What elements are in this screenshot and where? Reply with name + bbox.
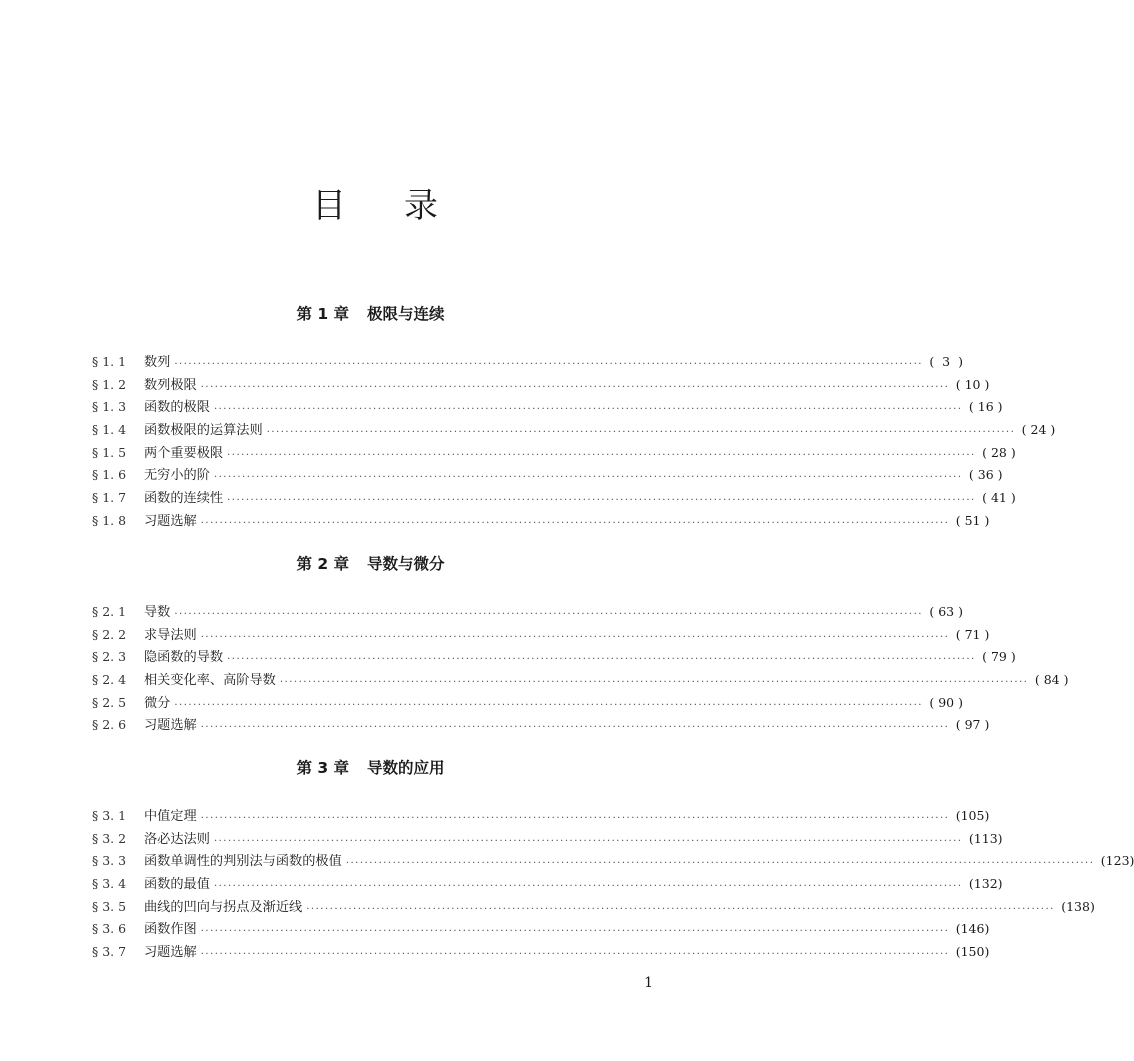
toc-entry[interactable]: [92, 692, 963, 715]
toc-entry[interactable]: [92, 396, 1003, 419]
page-number: (150): [955, 944, 990, 960]
page-number: ( 28 ): [982, 444, 1016, 460]
section-title: 习题选解: [144, 513, 197, 529]
leader-dots: ................................................................................................................................................................: [213, 832, 963, 844]
toc-entry[interactable]: [92, 714, 990, 737]
toc-entry[interactable]: [92, 374, 990, 397]
section-title: 微分: [144, 695, 171, 711]
section-title: 函数单调性的判别法与函数的极值: [144, 854, 342, 870]
leader-dots: ................................................................................................................................................................: [174, 696, 923, 708]
section-title: 导数: [144, 605, 171, 620]
chapter-2: [92, 553, 1069, 737]
section-title: 习题选解: [144, 945, 197, 961]
leader-dots: ................................................................................................................................................................: [200, 923, 950, 935]
section-title: 函数极限的运算法则: [144, 423, 263, 439]
page-title: [0, 178, 750, 227]
section-number: § 2. 2: [92, 626, 127, 642]
section-title: 数列极限: [144, 377, 197, 393]
toc-entry[interactable]: [92, 805, 990, 828]
leader-dots: ................................................................................................................................................................: [200, 628, 950, 640]
page-number: ( 41 ): [982, 490, 1016, 506]
section-number: § 1. 3: [92, 399, 127, 415]
chapter-heading: [92, 553, 649, 575]
toc-entry[interactable]: [92, 918, 990, 941]
toc-entry[interactable]: [92, 510, 990, 533]
leader-dots: ................................................................................................................................................................: [345, 855, 1095, 867]
title-char-2: 录: [404, 186, 438, 226]
section-title: 隐函数的导数: [144, 650, 224, 666]
leader-dots: ................................................................................................................................................................: [213, 878, 963, 890]
page-number: (105): [955, 808, 990, 823]
section-number: § 2. 5: [92, 694, 127, 710]
toc-entry[interactable]: [92, 828, 1003, 851]
leader-dots: ................................................................................................................................................................: [200, 378, 950, 390]
page-number: (132): [968, 876, 1003, 892]
page-number: ( 84 ): [1034, 672, 1069, 688]
toc-entry[interactable]: [92, 850, 1134, 873]
leader-dots: ................................................................................................................................................................: [200, 719, 950, 731]
toc-entry[interactable]: [92, 487, 1016, 510]
section-number: § 3. 1: [92, 808, 127, 823]
section-title: 习题选解: [144, 718, 197, 734]
toc-entry[interactable]: [92, 896, 1095, 919]
page-number: ( 36 ): [968, 467, 1003, 483]
page-number: (138): [1061, 898, 1095, 914]
chapter-title: 导数与微分: [367, 555, 445, 573]
toc-entry[interactable]: [92, 669, 1069, 692]
leader-dots: ................................................................................................................................................................: [279, 674, 1029, 686]
chapter-title: 极限与连续: [367, 305, 445, 323]
chapter-heading: [92, 303, 649, 325]
page-number: ( 16 ): [968, 399, 1003, 415]
leader-dots: ................................................................................................................................................................: [200, 946, 950, 958]
toc-entry[interactable]: [92, 941, 990, 964]
section-number: § 3. 3: [92, 853, 127, 869]
section-title: 函数的最值: [144, 877, 210, 893]
toc-entry[interactable]: [92, 351, 963, 374]
leader-dots: ................................................................................................................................................................: [227, 492, 976, 504]
section-number: § 1. 6: [92, 467, 127, 483]
section-number: § 3. 6: [92, 921, 127, 937]
page-number: (113): [968, 830, 1003, 846]
section-number: § 1. 7: [92, 490, 127, 506]
leader-dots: ................................................................................................................................................................: [306, 900, 1055, 912]
section-number: § 3. 7: [92, 944, 127, 960]
page-number: ( 97 ): [955, 717, 990, 733]
section-title: 函数作图: [144, 922, 197, 938]
chapter-3: [92, 757, 1134, 964]
section-number: § 2. 1: [92, 604, 127, 619]
section-number: § 2. 4: [92, 672, 127, 688]
leader-dots: ................................................................................................................................................................: [174, 606, 923, 617]
toc-entry[interactable]: [92, 442, 1016, 465]
page-number: ( 51 ): [955, 512, 990, 528]
toc-entry[interactable]: [92, 624, 990, 647]
toc-entry[interactable]: [92, 419, 1056, 442]
leader-dots: ................................................................................................................................................................: [200, 810, 950, 821]
chapter-number: 第 3 章: [296, 759, 350, 777]
toc-entry[interactable]: [92, 873, 1003, 896]
chapter-title: 导数的应用: [367, 759, 445, 777]
section-number: § 1. 4: [92, 422, 127, 438]
chapter-number: 第 1 章: [296, 305, 350, 323]
leader-dots: ................................................................................................................................................................: [227, 651, 976, 663]
page-number: ( 71 ): [955, 626, 990, 642]
section-title: 求导法则: [144, 627, 197, 643]
section-title: 洛必达法则: [144, 831, 210, 847]
page-number: ( 24 ): [1021, 422, 1056, 438]
page-number: ( 10 ): [955, 376, 990, 392]
page-number: ( 79 ): [982, 649, 1016, 665]
section-number: § 3. 5: [92, 898, 127, 914]
leader-dots: ................................................................................................................................................................: [213, 469, 963, 481]
section-title: 曲线的凹向与拐点及渐近线: [144, 899, 303, 915]
chapter-1: [92, 303, 1056, 533]
section-title: 中值定理: [144, 809, 197, 824]
section-title: 函数的连续性: [144, 491, 224, 507]
page-number: ( 63 ): [929, 604, 963, 619]
leader-dots: ................................................................................................................................................................: [266, 424, 1016, 436]
title-char-1: 目: [312, 186, 346, 226]
section-number: § 1. 8: [92, 512, 127, 528]
section-title: 无穷小的阶: [144, 468, 210, 484]
leader-dots: ................................................................................................................................................................: [200, 514, 950, 526]
toc-entry[interactable]: [92, 646, 1016, 669]
section-number: § 2. 6: [92, 717, 127, 733]
section-title: 函数的极限: [144, 400, 210, 416]
page-number: (146): [955, 921, 990, 937]
section-number: § 1. 2: [92, 376, 127, 392]
section-number: § 1. 5: [92, 444, 127, 460]
section-number: § 3. 2: [92, 830, 127, 846]
section-title: 相关变化率、高阶导数: [144, 673, 276, 689]
section-title: 两个重要极限: [144, 445, 224, 461]
chapter-number: 第 2 章: [296, 555, 350, 573]
page-folio-number: 1: [644, 975, 653, 991]
toc-entry[interactable]: [92, 464, 1003, 487]
toc-entry[interactable]: [92, 601, 963, 624]
page-number: ( 3 ): [929, 354, 963, 369]
page-number: (123): [1100, 853, 1134, 869]
section-number: § 3. 4: [92, 876, 127, 892]
leader-dots: ................................................................................................................................................................: [213, 401, 963, 413]
section-title: 数列: [144, 355, 171, 370]
chapter-heading: [92, 757, 649, 779]
leader-dots: ................................................................................................................................................................: [174, 356, 923, 367]
section-number: § 1. 1: [92, 354, 127, 369]
section-number: § 2. 3: [92, 649, 127, 665]
leader-dots: ................................................................................................................................................................: [227, 446, 976, 458]
page-number: ( 90 ): [929, 694, 963, 710]
